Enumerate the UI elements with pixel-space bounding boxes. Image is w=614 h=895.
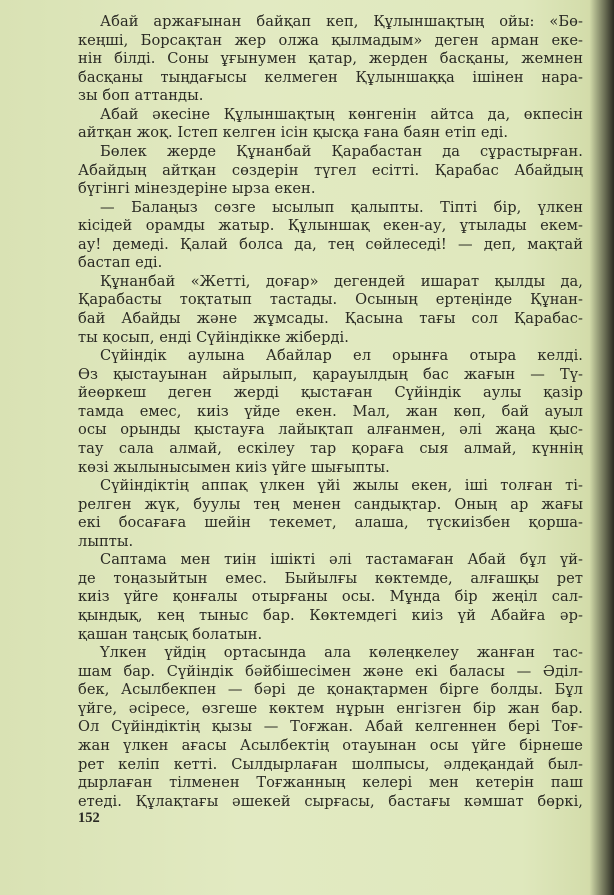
text-line: Ол Сүйіндіктің қызы — Тоғжан. Абай келгеннен бері Тоғ- (78, 718, 583, 736)
text-line: рет келіп кетті. Сылдырлаған шолпысы, әлдеқандай был- (78, 755, 583, 773)
paragraph (78, 551, 583, 644)
text-line: бүгінгі мінездеріне ырза екен. (78, 180, 316, 198)
text-line: Үлкен үйдің ортасында ала көлеңкелеу жанған тас- (100, 644, 583, 662)
text-line: үйге, әсіресе, өзгеше көктем нұрын енгізген бір жан бар. (78, 699, 583, 717)
text-line: зы боп аттанды. (78, 87, 204, 105)
text-line: басқаны тыңдағысы келмеген Құлыншаққа ішінен нара- (78, 68, 583, 86)
text-line: Абайдың айтқан сөздерін түгел есітті. Қарабас Абайдың (78, 161, 583, 179)
text-line: киіз үйге қонғалы отырғаны осы. Мұнда бір жеңіл сал- (78, 588, 583, 606)
text-line: йеөркеш деген жерді қыстаған Сүйіндік аулы қазір (78, 384, 583, 402)
text-line: жан үлкен ағасы Асылбектің отауынан осы үйге бірнеше (78, 736, 583, 754)
text-line: релген жүк, буулы тең менен сандықтар. Оның ар жағы (78, 495, 583, 513)
paragraph (78, 273, 583, 347)
paragraph (78, 106, 583, 143)
text-line: көзі жылынысымен киіз үйге шығыпты. (78, 458, 390, 476)
text-line: Бөлек жерде Құнанбай Қарабастан да сұрастырған. (100, 142, 583, 160)
text-line: айтқан жоқ. Істеп келген ісін қысқа ғана баян етіп еді. (78, 124, 509, 142)
text-line: Сүйіндік аулына Абайлар ел орынға отыра келді. (100, 347, 583, 365)
paragraph (78, 477, 583, 551)
paragraph (78, 644, 583, 811)
text-line: бек, Асылбекпен — бәрі де қонақтармен бірге болды. Бұл (78, 681, 583, 699)
text-line: Сүйіндіктің аппақ үлкен үйі жылы екен, іші толған ті- (100, 477, 583, 495)
text-line: Қарабасты тоқтатып тастады. Осының ертеңінде Құнан- (78, 291, 583, 309)
text-line: тамда емес, киіз үйде екен. Мал, жан көп, бай ауыл (78, 402, 583, 420)
text-line: қындық, кең тыныс бар. Көктемдегі киіз үй Абайға әр- (78, 607, 583, 624)
text-line: де тоңазыйтын емес. Быйылғы көктемде, алғашқы рет (78, 569, 583, 587)
text-line: шам бар. Сүйіндік бәйбішесімен және екі баласы — Әділ- (78, 662, 583, 680)
text-line: екі босағаға шейін текемет, алаша, түскиізбен қорша- (78, 514, 583, 532)
text-line: ау! демеді. Қалай болса да, тең сөйлеседі! — деп, мақтай (78, 235, 583, 253)
text-line: тау сала алмай, ескілеу тар қораға сыя алмай, күннің (78, 439, 583, 457)
text-line: лыпты. (78, 532, 134, 550)
text-line: Абай әкесіне Құлыншақтың көнгенін айтса да, өкпесін (100, 105, 583, 123)
paragraph (78, 143, 583, 199)
text-line: ты қосып, енді Сүйіндікке жіберді. (78, 328, 349, 346)
page-number: 152 (78, 810, 100, 826)
paragraph (78, 347, 583, 477)
text-line: нін білді. Соны ұғынумен қатар, жерден басқаны, жемнен (78, 50, 583, 68)
text-line: Абай аржағынан байқап кеп, Құлыншақтың ойы: «Бө- (100, 13, 583, 30)
text-line: кеңші, Борсақтан жер олжа қылмадым» деген арман еке- (78, 31, 583, 49)
text-line: дырлаған тілменен Тоғжанның келері мен кетерін паш (78, 774, 583, 792)
paragraph (78, 13, 583, 106)
page-body-text (78, 13, 583, 811)
text-line: кісідей орамды жатыр. Құлыншақ екен-ау, ұтылады екем- (78, 217, 583, 235)
text-line: Өз қыстауынан айрылып, қарауылдың бас жағын — Тү- (78, 365, 583, 383)
text-line: Құнанбай «Жетті, доғар» дегендей ишарат қылды да, (100, 272, 583, 290)
text-line: бастап еді. (78, 254, 163, 272)
text-line: осы орынды қыстауға лайықтап алғанмен, әлі жаңа қыс- (78, 421, 583, 439)
paragraph (78, 199, 583, 273)
text-line: қашан таңсық болатын. (78, 625, 263, 643)
text-line: бай Абайды және жұмсады. Қасына тағы сол Қарабас- (78, 310, 583, 327)
text-line: Саптама мен тиін ішікті әлі тастамаған Абай бұл үй- (100, 551, 583, 569)
text-line: — Балаңыз сөзге ысылып қалыпты. Тіпті бір, үлкен (100, 198, 583, 216)
text-line: етеді. Құлақтағы әшекей сырғасы, бастағы кәмшат бөркі, (78, 792, 583, 810)
